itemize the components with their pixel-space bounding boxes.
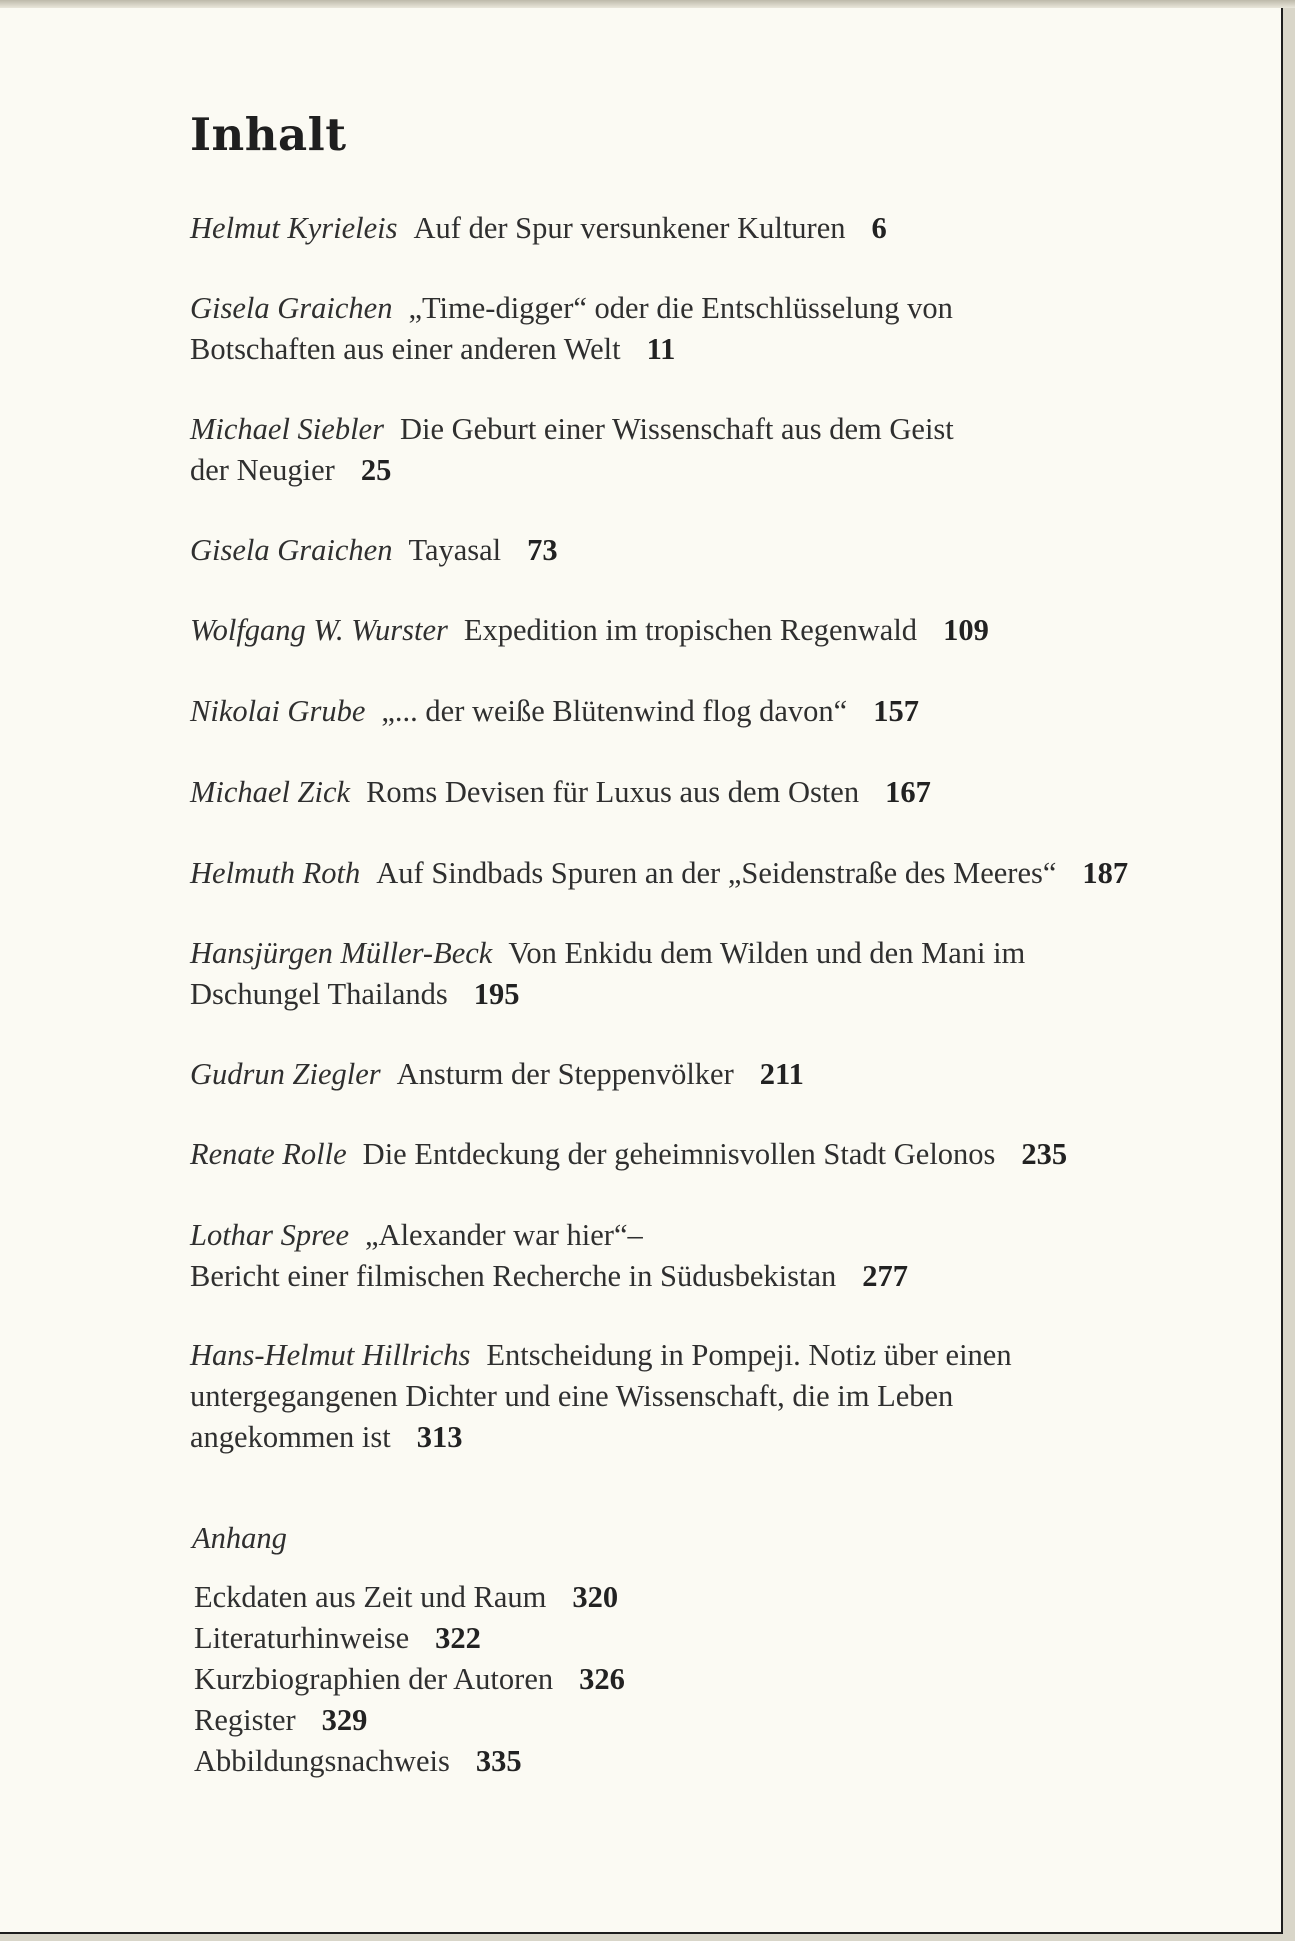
toc-page-number: 73 [527, 533, 558, 567]
toc-entry-title: Von Enkidu dem Wilden und den Mani im [508, 936, 1026, 970]
toc-author: Helmuth Roth [190, 856, 361, 890]
toc-page-number: 235 [1021, 1137, 1068, 1171]
book-page [0, 8, 1283, 1934]
toc-entry [190, 208, 1090, 249]
toc-author: Michael Zick [190, 775, 351, 809]
toc-entry-title: Auf der Spur versunkener Kulturen [413, 211, 846, 245]
toc-page-number: 211 [759, 1057, 804, 1091]
toc-author: Michael Siebler [190, 412, 384, 446]
appendix-page-number: 326 [579, 1662, 625, 1696]
toc-entry-title: „... der weiße Blütenwind flog davon“ [381, 694, 848, 728]
appendix-item-label: Literaturhinweise [194, 1621, 410, 1655]
toc-page-number: 109 [943, 613, 989, 647]
toc-author: Gudrun Ziegler [190, 1057, 381, 1091]
toc-page-number: 277 [862, 1259, 908, 1293]
appendix-item-label: Register [194, 1703, 296, 1737]
appendix-page-number: 322 [435, 1621, 481, 1655]
toc-page-number: 195 [473, 977, 520, 1011]
toc-author: Renate Rolle [190, 1137, 347, 1171]
appendix-item [194, 1577, 994, 1618]
toc-page-number: 25 [360, 453, 392, 487]
toc-entry-title: Die Geburt einer Wissenschaft aus dem Geist [399, 412, 954, 446]
appendix-list [194, 1577, 994, 1782]
toc-entry-title-continued: untergegangenen Dichter und eine Wissenschaft, die im Leben [190, 1379, 954, 1413]
appendix-item [194, 1700, 994, 1741]
toc-author: Wolfgang W. Wurster [190, 613, 448, 647]
toc-entry [190, 530, 1090, 571]
toc-entry [190, 409, 1090, 491]
toc-entry [190, 853, 1200, 894]
toc-page-number: 313 [416, 1420, 463, 1454]
appendix-item [194, 1659, 994, 1700]
appendix-item-label: Kurzbiographien der Autoren [194, 1662, 554, 1696]
toc-author: Hans-Helmut Hillrichs [190, 1338, 471, 1372]
toc-entry-title: Expedition im tropischen Regenwald [463, 613, 918, 647]
toc-entry-title: Roms Devisen für Luxus aus dem Osten [366, 775, 860, 809]
appendix-page-number: 335 [475, 1744, 522, 1778]
appendix-heading: Anhang [192, 1521, 287, 1555]
toc-author: Gisela Graichen [190, 291, 393, 325]
toc-entry [190, 933, 1090, 1015]
toc-author: Helmut Kyrieleis [190, 211, 398, 245]
appendix-page-number: 320 [572, 1580, 619, 1614]
toc-entry-title: Tayasal [408, 533, 502, 567]
appendix-item-label: Eckdaten aus Zeit und Raum [194, 1580, 547, 1614]
toc-entry-title-continued: Bericht einer filmischen Recherche in Südusbekistan [190, 1259, 837, 1293]
page-edge-shadow [0, 0, 1295, 8]
page-title: Inhalt [190, 108, 347, 161]
toc-entry-title-continued: Botschaften aus einer anderen Welt [190, 332, 621, 366]
toc-author: Lothar Spree [190, 1218, 349, 1252]
toc-entry [190, 772, 1090, 813]
toc-entry [190, 691, 1090, 732]
toc-entry-title-continued: angekommen ist [190, 1420, 391, 1454]
toc-author: Gisela Graichen [190, 533, 393, 567]
appendix-item-label: Abbildungsnachweis [194, 1744, 450, 1778]
toc-entry [190, 1215, 1090, 1297]
toc-page-number: 6 [871, 211, 887, 245]
toc-page-number: 11 [646, 332, 676, 366]
toc-entry [190, 1054, 1090, 1095]
appendix-item [194, 1741, 994, 1782]
appendix-item [194, 1618, 994, 1659]
toc-entry [190, 1335, 1190, 1458]
appendix-page-number: 329 [321, 1703, 368, 1737]
toc-page-number: 187 [1082, 856, 1129, 890]
toc-page-number: 167 [885, 775, 931, 809]
toc-author: Hansjürgen Müller-Beck [190, 936, 493, 970]
toc-page-number: 157 [873, 694, 919, 728]
toc-entry [190, 288, 1090, 370]
toc-author: Nikolai Grube [190, 694, 366, 728]
toc-entry-title-continued: Dschungel Thailands [190, 977, 448, 1011]
toc-entry [190, 1134, 1200, 1175]
toc-entry-title-continued: der Neugier [190, 453, 335, 487]
toc-entry-title: Entscheidung in Pompeji. Notiz über einen [486, 1338, 1012, 1372]
toc-entry [190, 610, 1090, 651]
toc-entry-title: Ansturm der Steppenvölker [396, 1057, 734, 1091]
toc-entry-title: „Alexander war hier“– [365, 1218, 643, 1252]
toc-entry-title: Die Entdeckung der geheimnisvollen Stadt Gelonos [362, 1137, 996, 1171]
toc-entry-title: „Time-digger“ oder die Entschlüsselung von [408, 291, 953, 325]
toc-entry-title: Auf Sindbads Spuren an der „Seidenstraße des Meeres“ [376, 856, 1057, 890]
